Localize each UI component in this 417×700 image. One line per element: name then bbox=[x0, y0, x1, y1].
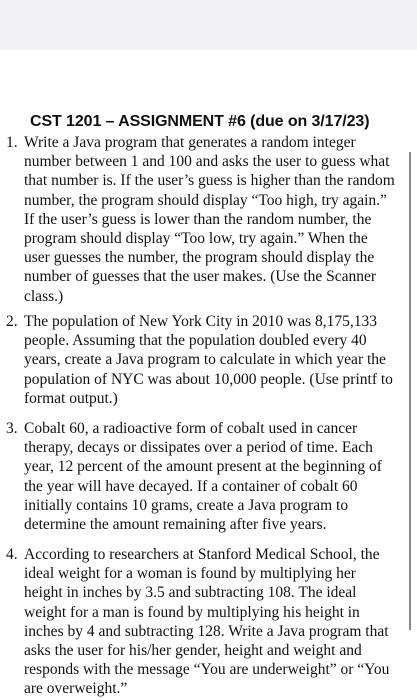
text-line: years, create a Java program to calculate in which year the bbox=[24, 351, 386, 369]
text-line: number of guesses that the user makes. (Use the Scanner bbox=[24, 268, 377, 286]
text-line: population of NYC was about 10,000 people. (Use printf to bbox=[24, 370, 393, 388]
question-text bbox=[24, 133, 400, 306]
text-line: ideal weight for a woman is found by multiplying her bbox=[24, 565, 356, 583]
text-line: the year will have decayed. If a container of cobalt 60 bbox=[24, 477, 358, 495]
text-line: format output.) bbox=[24, 389, 118, 407]
scroll-indicator bbox=[409, 152, 411, 630]
text-line: number between 1 and 100 and asks the user to guess what bbox=[24, 153, 390, 171]
top-band bbox=[0, 0, 417, 50]
text-line: class.) bbox=[24, 287, 64, 305]
question-text bbox=[24, 419, 400, 534]
text-line: program should display “Too low, try again.” When the bbox=[24, 230, 368, 248]
text-line: The population of New York City in 2010 was 8,175,133 bbox=[24, 313, 378, 330]
question-text bbox=[24, 545, 400, 699]
text-line: initially contains 10 grams, create a Java program to bbox=[24, 496, 349, 514]
text-line: are overweight.” bbox=[24, 680, 128, 698]
text-line: determine the amount remaining after five years. bbox=[24, 516, 327, 534]
text-line: people. Assuming that the population doubled every 40 bbox=[24, 332, 367, 350]
text-line: responds with the message “You are underweight” or “You bbox=[24, 661, 390, 679]
question-number: 2. bbox=[6, 313, 18, 330]
text-line: inches by 4 and subtracting 128. Write a Java program that bbox=[24, 622, 389, 640]
page-title: CST 1201 – ASSIGNMENT #6 (due on 3/17/23) bbox=[30, 113, 370, 130]
text-line: Cobalt 60, a radioactive form of cobalt used in cancer bbox=[24, 420, 358, 437]
text-line: year, 12 percent of the amount present at the beginning of bbox=[24, 458, 382, 476]
text-line: therapy, decays or dissipates over a period of time. Each bbox=[24, 439, 373, 457]
question-text bbox=[24, 312, 400, 408]
text-line: weight for a man is found by multiplying his height in bbox=[24, 603, 360, 621]
question-number: 4. bbox=[6, 546, 18, 563]
text-line: If the user’s guess is lower than the random number, the bbox=[24, 210, 372, 228]
text-line: Write a Java program that generates a random integer bbox=[24, 134, 356, 151]
text-line: user guesses the number, the program should display the bbox=[24, 249, 375, 267]
text-line: number, the program should display “Too high, try again.” bbox=[24, 191, 387, 209]
text-line: asks the user for his/her gender, height and weight and bbox=[24, 642, 362, 660]
text-line: height in inches by 3.5 and subtracting 108. The ideal bbox=[24, 584, 357, 602]
text-line: that number is. If the user’s guess is higher than the random bbox=[24, 172, 395, 190]
question-number: 1. bbox=[6, 134, 18, 151]
text-line: According to researchers at Stanford Medical School, the bbox=[24, 546, 380, 563]
question-number: 3. bbox=[6, 420, 18, 437]
